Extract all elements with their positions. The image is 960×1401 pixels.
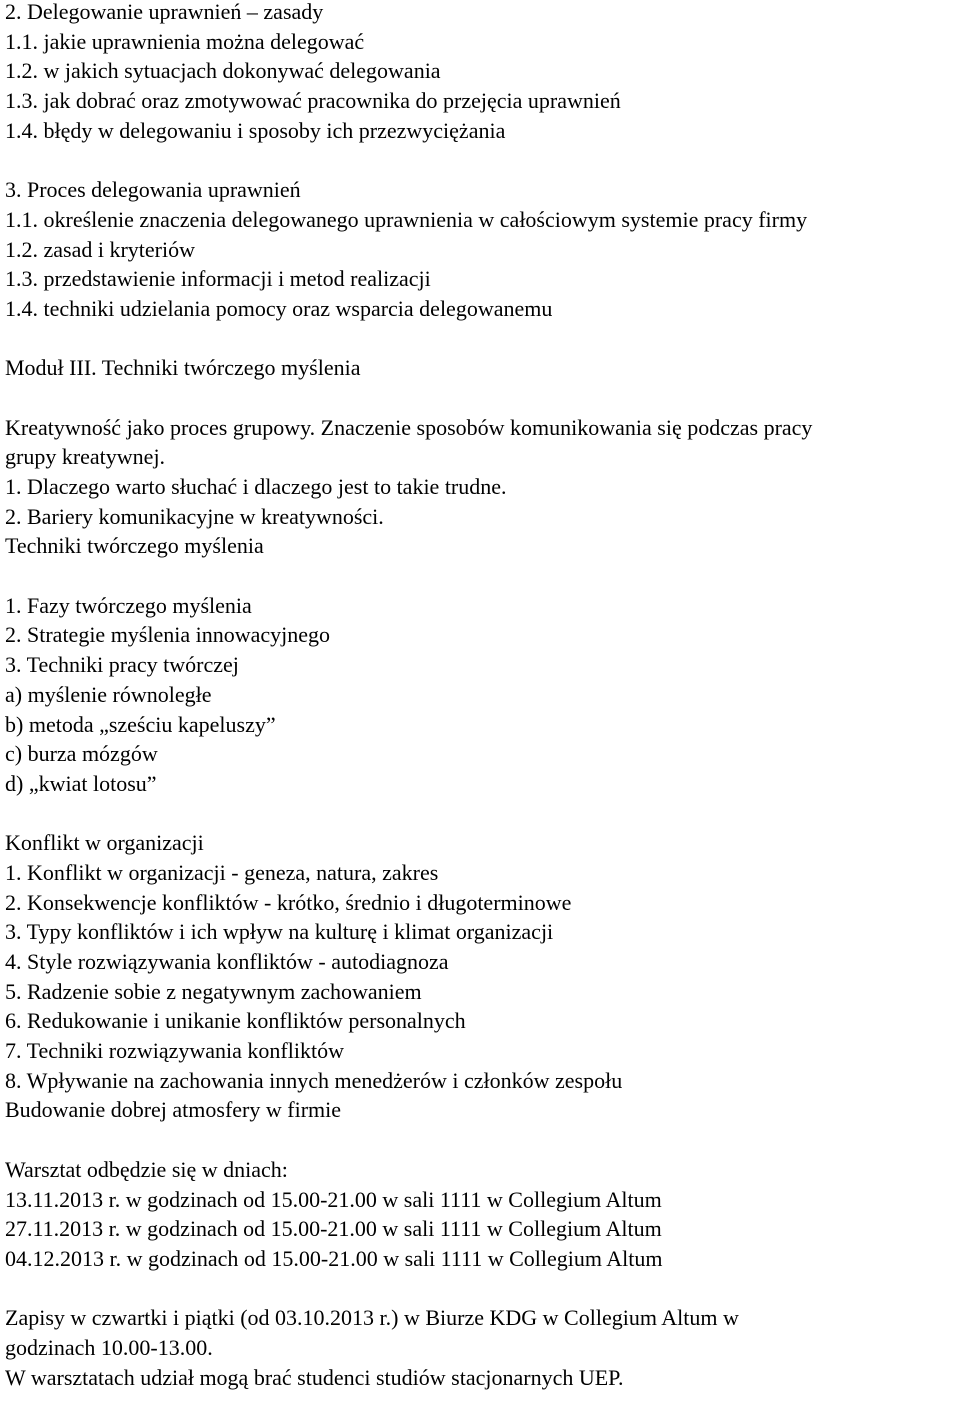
text-line: Warsztat odbędzie się w dniach: <box>5 1156 288 1182</box>
text-line: 1.1. określenie znaczenia delegowanego uprawnienia w całościowym systemie pracy firmy <box>5 206 808 232</box>
text-line: d) „kwiat lotosu” <box>5 770 157 796</box>
text-line: 3. Techniki pracy twórczej <box>5 652 239 678</box>
text-line: 27.11.2013 r. w godzinach od 15.00-21.00 w sali 1111 w Collegium Altum <box>5 1216 662 1242</box>
text-line: Budowanie dobrej atmosfery w firmie <box>5 1097 342 1123</box>
text-line: 1. Konflikt w organizacji - geneza, natura, zakres <box>5 859 439 885</box>
text-line: 5. Radzenie sobie z negatywnym zachowaniem <box>5 978 422 1004</box>
text-line: 4. Style rozwiązywania konfliktów - autodiagnoza <box>5 949 449 974</box>
document-body <box>5 0 960 1392</box>
text-line: b) metoda „sześciu kapeluszy” <box>5 711 276 737</box>
text-line: 1. Dlaczego warto słuchać i dlaczego jest to takie trudne. <box>5 474 507 499</box>
text-line: 1.4. techniki udzielania pomocy oraz wsparcia delegowanemu <box>5 295 553 321</box>
text-line: Zapisy w czwartki i piątki (od 03.10.2013 r.) w Biurze KDG w Collegium Altum w <box>5 1305 739 1331</box>
text-line: 04.12.2013 r. w godzinach od 15.00-21.00 w sali 1111 w Collegium Altum <box>5 1245 663 1271</box>
text-line: 13.11.2013 r. w godzinach od 15.00-21.00 w sali 1111 w Collegium Altum <box>5 1186 662 1212</box>
text-line: c) burza mózgów <box>5 741 158 767</box>
text-line: grupy kreatywnej. <box>5 444 166 470</box>
text-line: Konflikt w organizacji <box>5 830 204 856</box>
text-line: godzinach 10.00-13.00. <box>5 1334 213 1360</box>
text-line: 1.3. przedstawienie informacji i metod realizacji <box>5 266 431 292</box>
text-line: Kreatywność jako proces grupowy. Znaczenie sposobów komunikowania się podczas pracy <box>5 414 813 440</box>
text-line: 1.3. jak dobrać oraz zmotywować pracownika do przejęcia uprawnień <box>5 88 621 114</box>
text-line: 1. Fazy twórczego myślenia <box>5 592 252 618</box>
text-line: Techniki twórczego myślenia <box>5 533 264 559</box>
text-line: 3. Proces delegowania uprawnień <box>5 177 301 203</box>
text-line: 2. Bariery komunikacyjne w kreatywności. <box>5 503 384 529</box>
text-line: 1.4. błędy w delegowaniu i sposoby ich przezwyciężania <box>5 117 506 143</box>
blank-line <box>5 383 960 413</box>
blank-line <box>5 799 960 829</box>
text-line: 2. Delegowanie uprawnień – zasady <box>5 0 324 24</box>
blank-line <box>5 561 960 591</box>
text-line: W warsztatach udział mogą brać studenci studiów stacjonarnych UEP. <box>5 1364 624 1390</box>
text-line: 1.2. w jakich sytuacjach dokonywać delegowania <box>5 58 441 84</box>
text-line: Moduł III. Techniki twórczego myślenia <box>5 355 361 381</box>
blank-line <box>5 324 960 354</box>
text-line: 1.1. jakie uprawnienia można delegować <box>5 28 365 54</box>
text-line: 8. Wpływanie na zachowania innych menedżerów i członków zespołu <box>5 1067 623 1093</box>
text-line: 2. Konsekwencje konfliktów - krótko, średnio i długoterminowe <box>5 889 572 915</box>
blank-line <box>5 1125 960 1155</box>
text-line: 7. Techniki rozwiązywania konfliktów <box>5 1038 344 1064</box>
text-line: 6. Redukowanie i unikanie konfliktów personalnych <box>5 1008 466 1034</box>
text-line: 1.2. zasad i kryteriów <box>5 236 195 262</box>
blank-line <box>5 145 960 175</box>
text-line: 2. Strategie myślenia innowacyjnego <box>5 622 331 648</box>
text-line: 3. Typy konfliktów i ich wpływ na kulturę i klimat organizacji <box>5 919 554 945</box>
blank-line <box>5 1274 960 1304</box>
text-line: a) myślenie równoległe <box>5 681 212 707</box>
